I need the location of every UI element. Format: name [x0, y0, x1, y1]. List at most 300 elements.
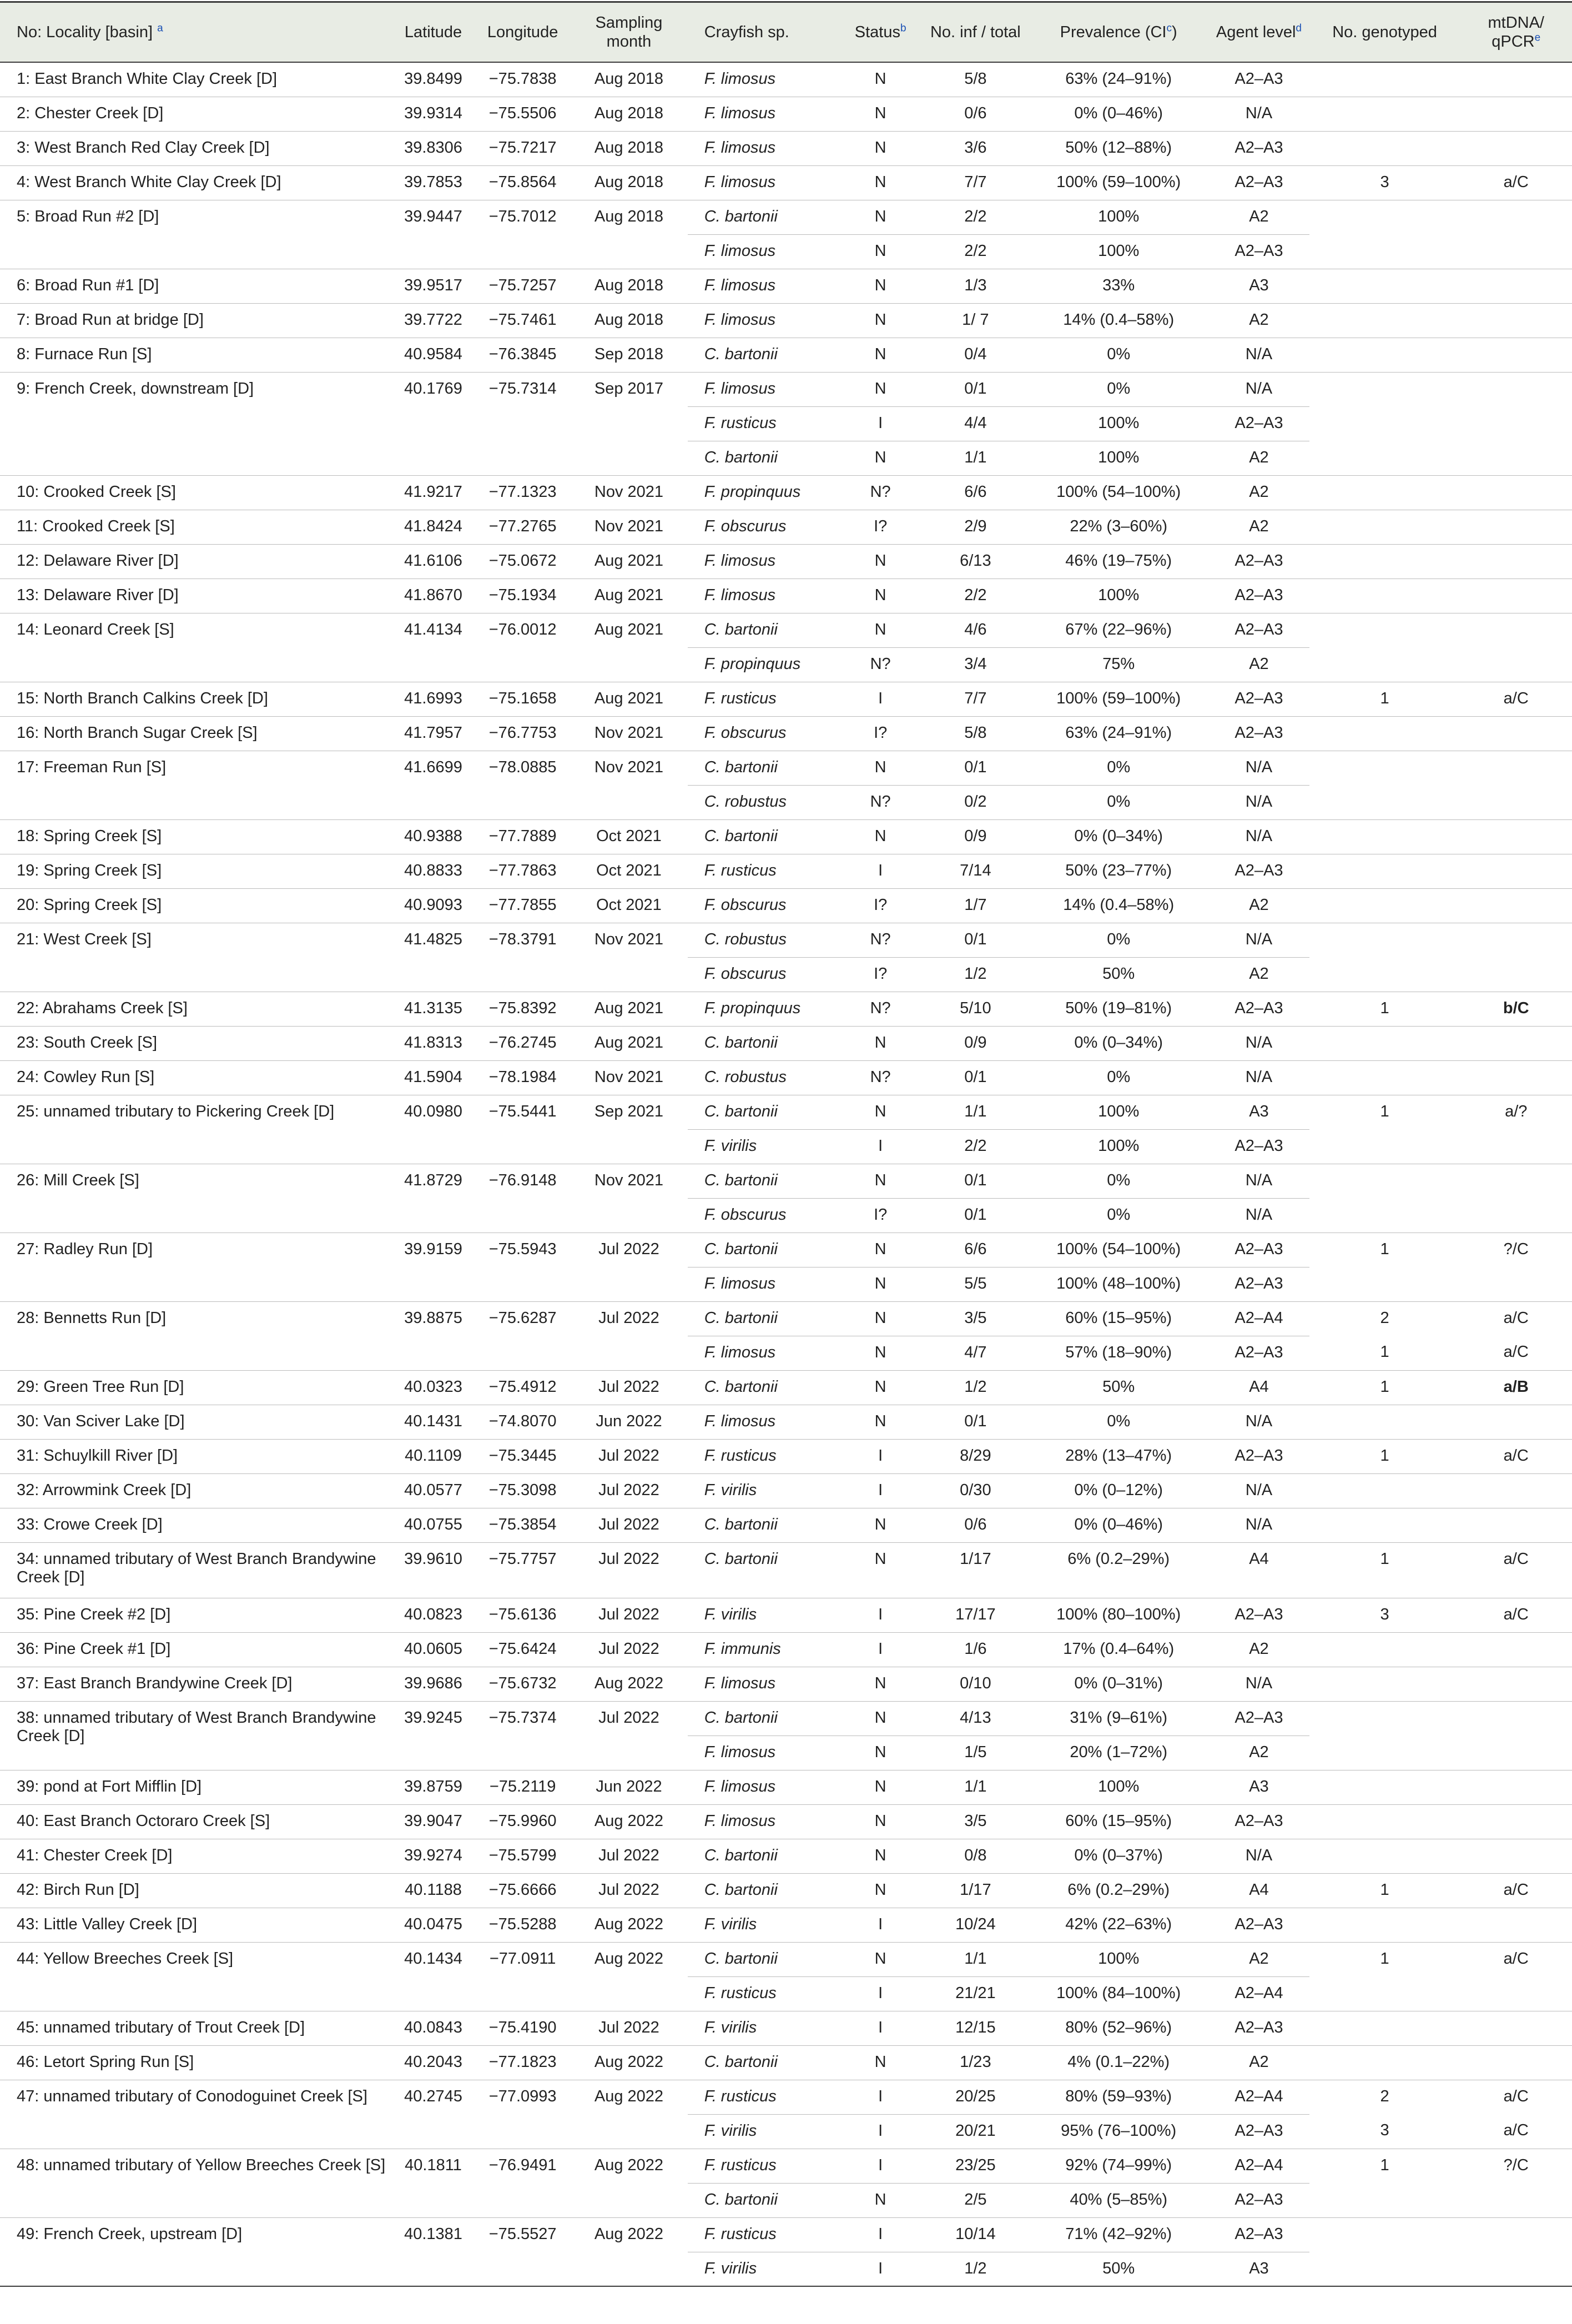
month-cell: Nov 2021 [570, 716, 687, 751]
prevalence-cell: 100% [1029, 1942, 1208, 1976]
infected-total-cell: 23/25 [923, 2149, 1029, 2183]
prevalence-cell: 60% (15–95%) [1029, 1804, 1208, 1839]
genotyped-cell [1309, 2045, 1460, 2080]
species-cell: C. bartonii [688, 1839, 839, 1873]
genotyped-cell: 1 [1309, 2149, 1460, 2183]
status-cell: I [839, 854, 923, 888]
species-cell: F. limosus [688, 579, 839, 613]
locality-cell: 5: Broad Run #2 [D] [0, 200, 391, 269]
agent-level-cell: N/A [1208, 785, 1309, 819]
agent-level-cell: A2–A3 [1208, 1908, 1309, 1942]
infected-total-cell: 0/1 [923, 372, 1029, 406]
agent-level-cell: A2–A3 [1208, 682, 1309, 716]
locality-cell: 3: West Branch Red Clay Creek [D] [0, 131, 391, 165]
mtdna-qpcr-cell: a/C [1460, 1942, 1572, 1976]
mtdna-qpcr-cell [1460, 2183, 1572, 2217]
species-cell: C. bartonii [688, 2045, 839, 2080]
longitude-cell: −75.2119 [475, 1770, 570, 1804]
genotyped-cell [1309, 2252, 1460, 2286]
genotyped-cell [1309, 647, 1460, 682]
infected-total-cell: 10/24 [923, 1908, 1029, 1942]
species-cell: F. limosus [688, 1667, 839, 1701]
locality-cell: 6: Broad Run #1 [D] [0, 269, 391, 303]
infected-total-cell: 7/7 [923, 165, 1029, 200]
table-row [0, 716, 1572, 751]
status-cell: I [839, 2011, 923, 2045]
latitude-cell: 40.2745 [391, 2080, 475, 2149]
table-row [0, 1770, 1572, 1804]
genotyped-cell [1309, 1667, 1460, 1701]
status-cell: N [839, 269, 923, 303]
status-cell: N [839, 1873, 923, 1908]
longitude-cell: −75.5943 [475, 1233, 570, 1301]
longitude-cell: −76.2745 [475, 1026, 570, 1060]
table-row [0, 1542, 1572, 1598]
agent-level-cell: A2–A3 [1208, 406, 1309, 441]
infected-total-cell: 4/7 [923, 1336, 1029, 1370]
prevalence-cell: 100% [1029, 200, 1208, 234]
agent-level-cell: A2–A4 [1208, 1301, 1309, 1336]
infected-total-cell: 1/7 [923, 888, 1029, 923]
table-row [0, 303, 1572, 338]
header-species: Crayfish sp. [688, 2, 839, 63]
locality-cell: 1: East Branch White Clay Creek [D] [17, 70, 277, 88]
species-cell: C. bartonii [688, 1508, 839, 1542]
month-cell: Aug 2022 [570, 2045, 687, 2080]
prevalence-cell: 60% (15–95%) [1029, 1301, 1208, 1336]
locality-cell: 32: Arrowmink Creek [D] [0, 1473, 391, 1508]
infected-total-cell: 0/6 [923, 97, 1029, 131]
species-cell: F. limosus [688, 544, 839, 579]
table-row [0, 579, 1572, 613]
mtdna-qpcr-cell [1460, 1736, 1572, 1770]
mtdna-qpcr-cell [1460, 923, 1572, 957]
table-row [0, 2217, 1572, 2252]
mtdna-qpcr-cell [1460, 2217, 1572, 2252]
infected-total-cell: 21/21 [923, 1976, 1029, 2011]
table-body [0, 62, 1572, 2286]
status-cell: N [839, 131, 923, 165]
locality-cell: 48: unnamed tributary of Yellow Breeches Creek [S] [0, 2149, 391, 2217]
species-cell: F. limosus [688, 269, 839, 303]
species-cell: F. propinquus [688, 475, 839, 510]
status-cell: I [839, 2149, 923, 2183]
agent-level-cell: N/A [1208, 819, 1309, 854]
species-cell: F. limosus [688, 234, 839, 269]
species-cell: C. robustus [688, 785, 839, 819]
table-header [0, 2, 1572, 63]
agent-level-cell: N/A [1208, 751, 1309, 785]
longitude-cell: −75.4912 [475, 1370, 570, 1405]
prevalence-cell: 100% [1029, 234, 1208, 269]
status-cell: N [839, 97, 923, 131]
locality-cell: 41: Chester Creek [D] [0, 1839, 391, 1873]
locality-cell: 42: Birch Run [D] [0, 1873, 391, 1908]
status-cell: I [839, 2252, 923, 2286]
longitude-cell: −78.1984 [475, 1060, 570, 1095]
prevalence-cell: 100% (54–100%) [1029, 1233, 1208, 1267]
month-cell: Nov 2021 [570, 1164, 687, 1233]
latitude-cell: 39.9274 [391, 1839, 475, 1873]
genotyped-cell: 3 [1309, 1598, 1460, 1632]
prevalence-cell: 75% [1029, 647, 1208, 682]
agent-level-cell: A4 [1208, 1370, 1309, 1405]
infected-total-cell: 20/21 [923, 2114, 1029, 2149]
genotyped-cell: 1 [1380, 1343, 1389, 1361]
status-cell: N [839, 613, 923, 647]
month-cell: Jul 2022 [570, 1542, 687, 1598]
infected-total-cell: 3/4 [923, 647, 1029, 682]
agent-level-cell: A2–A3 [1208, 1233, 1309, 1267]
species-cell: F. propinquus [688, 647, 839, 682]
month-cell: Sep 2018 [570, 338, 687, 372]
species-cell: C. robustus [688, 923, 839, 957]
month-cell: Jul 2022 [570, 1632, 687, 1667]
month-cell: Aug 2022 [570, 1804, 687, 1839]
agent-level-cell: A2–A3 [1208, 1267, 1309, 1301]
prevalence-cell: 63% (24–91%) [1029, 716, 1208, 751]
locality-cell: 31: Schuylkill River [D] [0, 1439, 391, 1473]
locality-cell: 11: Crooked Creek [S] [0, 510, 391, 544]
latitude-cell: 40.0323 [391, 1370, 475, 1405]
month-cell: Jun 2022 [570, 1770, 687, 1804]
mtdna-qpcr-cell [1460, 1129, 1572, 1164]
agent-level-cell: A2–A3 [1208, 1598, 1309, 1632]
latitude-cell: 40.1434 [391, 1942, 475, 2011]
mtdna-qpcr-cell [1460, 1770, 1572, 1804]
mtdna-qpcr-cell: ?/C [1460, 2149, 1572, 2183]
status-cell: N? [839, 923, 923, 957]
infected-total-cell: 4/6 [923, 613, 1029, 647]
infected-total-cell: 0/1 [923, 751, 1029, 785]
status-cell: N [874, 70, 886, 88]
locality-cell: 28: Bennetts Run [D] [0, 1301, 391, 1370]
genotyped-cell [1309, 1736, 1460, 1770]
species-cell: C. bartonii [688, 1542, 839, 1598]
species-cell: F. rusticus [688, 854, 839, 888]
locality-cell: 13: Delaware River [D] [0, 579, 391, 613]
infected-total-cell: 0/30 [923, 1473, 1029, 1508]
locality-cell: 37: East Branch Brandywine Creek [D] [0, 1667, 391, 1701]
infected-total-cell: 17/17 [923, 1598, 1029, 1632]
locality-cell: 10: Crooked Creek [S] [0, 475, 391, 510]
mtdna-qpcr-cell [1460, 716, 1572, 751]
month-cell: Nov 2021 [570, 510, 687, 544]
agent-level-cell: A2–A3 [1208, 1804, 1309, 1839]
header-agent: Agent level$^d$ [1208, 2, 1309, 63]
prevalence-cell: 17% (0.4–64%) [1029, 1632, 1208, 1667]
species-cell: F. rusticus [688, 1439, 839, 1473]
species-cell: F. obscurus [688, 888, 839, 923]
longitude-cell: −75.3854 [475, 1508, 570, 1542]
mtdna-qpcr-cell [1460, 2011, 1572, 2045]
month-cell: Aug 2021 [570, 682, 687, 716]
month-cell: Jul 2022 [570, 1370, 687, 1405]
latitude-cell: 39.9245 [391, 1701, 475, 1770]
status-cell: I [839, 682, 923, 716]
month-cell: Jul 2022 [570, 1598, 687, 1632]
longitude-cell: −75.7374 [475, 1701, 570, 1770]
prevalence-cell: 0% [1029, 1405, 1208, 1439]
species-cell: C. bartonii [688, 200, 839, 234]
table-row [0, 682, 1572, 716]
latitude-cell: 41.8670 [391, 579, 475, 613]
genotyped-cell [1309, 1129, 1460, 1164]
infected-total-cell: 0/1 [923, 1198, 1029, 1233]
infected-total-cell: 1/2 [923, 957, 1029, 992]
table-row [0, 269, 1572, 303]
genotyped-cell [1309, 1198, 1460, 1233]
status-cell: N [839, 1667, 923, 1701]
genotyped-cell: 1 [1309, 1370, 1460, 1405]
table-row [0, 1839, 1572, 1873]
status-cell: N [839, 1770, 923, 1804]
month-cell: Aug 2022 [570, 1942, 687, 2011]
infected-total-cell: 1/17 [923, 1873, 1029, 1908]
locality-cell: 19: Spring Creek [S] [0, 854, 391, 888]
prevalence-cell: 31% (9–61%) [1029, 1701, 1208, 1736]
month-cell: Jul 2022 [570, 1473, 687, 1508]
month-cell: Aug 2018 [570, 303, 687, 338]
mtdna-qpcr-cell [1460, 406, 1572, 441]
latitude-cell: 39.9517 [391, 269, 475, 303]
table-row [0, 1804, 1572, 1839]
longitude-cell: −77.7863 [475, 854, 570, 888]
mtdna-qpcr-cell [1460, 613, 1572, 647]
latitude-cell: 41.9217 [391, 475, 475, 510]
agent-level-cell: N/A [1208, 1060, 1309, 1095]
infected-total-cell: 1/6 [923, 1632, 1029, 1667]
table-row [0, 1473, 1572, 1508]
longitude-cell: −75.0672 [475, 544, 570, 579]
locality-cell: 15: North Branch Calkins Creek [D] [0, 682, 391, 716]
mtdna-qpcr-cell [1460, 819, 1572, 854]
prevalence-cell: 100% [1029, 1770, 1208, 1804]
month-cell: Nov 2021 [570, 923, 687, 992]
mtdna-qpcr-cell [1460, 1667, 1572, 1701]
infected-total-cell: 0/6 [923, 1508, 1029, 1542]
mtdna-qpcr-cell [1460, 647, 1572, 682]
latitude-cell: 40.1109 [391, 1439, 475, 1473]
longitude-cell: −75.8392 [475, 992, 570, 1026]
longitude-cell: −75.4190 [475, 2011, 570, 2045]
agent-level-cell: A2 [1208, 1632, 1309, 1667]
status-cell: N [839, 1267, 923, 1301]
footnote-c: c [1166, 22, 1172, 34]
table-row [0, 1508, 1572, 1542]
status-cell: N [839, 1370, 923, 1405]
species-cell: F. virilis [688, 1473, 839, 1508]
genotyped-cell [1309, 97, 1460, 131]
infected-total-cell: 4/13 [923, 1701, 1029, 1736]
genotyped-cell [1309, 234, 1460, 269]
status-cell: N [839, 234, 923, 269]
infected-total-cell: 1/2 [923, 2252, 1029, 2286]
latitude-cell: 40.9093 [391, 888, 475, 923]
prevalence-cell: 100% [1029, 406, 1208, 441]
longitude-cell: −75.6136 [475, 1598, 570, 1632]
latitude-cell: 39.9047 [391, 1804, 475, 1839]
mtdna-qpcr-cell [1460, 441, 1572, 475]
status-cell: N [839, 2045, 923, 2080]
latitude-cell: 41.8313 [391, 1026, 475, 1060]
mtdna-qpcr-cell: a/C [1460, 682, 1572, 716]
locality-cell: 34: unnamed tributary of West Branch Brandywine Creek [D] [0, 1542, 391, 1598]
month-cell: Aug 2018 [570, 200, 687, 269]
prevalence-cell: 28% (13–47%) [1029, 1439, 1208, 1473]
prevalence-cell: 0% [1029, 338, 1208, 372]
longitude-cell: −75.8564 [475, 165, 570, 200]
locality-cell: 38: unnamed tributary of West Branch Brandywine Creek [D] [0, 1701, 391, 1770]
species-cell: F. rusticus [688, 2149, 839, 2183]
table-row [0, 992, 1572, 1026]
longitude-cell: −75.5288 [475, 1908, 570, 1942]
mtdna-qpcr-cell: a/C [1503, 1343, 1529, 1361]
longitude-cell: −75.7461 [475, 303, 570, 338]
species-cell: C. bartonii [688, 1095, 839, 1129]
month-cell: Aug 2022 [570, 2217, 687, 2286]
genotyped-cell: 1 [1309, 1542, 1460, 1598]
species-cell: F. virilis [688, 2114, 839, 2149]
month-cell: Jul 2022 [570, 1701, 687, 1770]
prevalence-cell: 71% (42–92%) [1029, 2217, 1208, 2252]
status-cell: N [839, 819, 923, 854]
month-cell: Sep 2017 [570, 372, 687, 475]
status-cell: N? [839, 785, 923, 819]
species-cell: F. rusticus [688, 2080, 839, 2114]
prevalence-cell: 100% (59–100%) [1029, 682, 1208, 716]
prevalence-cell: 100% [1029, 1095, 1208, 1129]
mtdna-qpcr-cell [1460, 785, 1572, 819]
infected-total-cell: 0/1 [923, 1060, 1029, 1095]
latitude-cell: 39.7722 [391, 303, 475, 338]
prevalence-cell: 80% (52–96%) [1029, 2011, 1208, 2045]
mtdna-qpcr-cell [1460, 1632, 1572, 1667]
genotyped-cell [1309, 1701, 1460, 1736]
status-cell: N [839, 2183, 923, 2217]
table-row [0, 131, 1572, 165]
mtdna-qpcr-cell [1460, 1405, 1572, 1439]
genotyped-cell [1309, 1804, 1460, 1839]
genotyped-cell [1309, 1026, 1460, 1060]
longitude-cell: −75.7838 [488, 70, 557, 88]
table-row [0, 2149, 1572, 2183]
agent-level-cell: N/A [1208, 338, 1309, 372]
month-cell: Nov 2021 [570, 751, 687, 819]
infected-total-cell: 0/1 [923, 1405, 1029, 1439]
longitude-cell: −75.9960 [475, 1804, 570, 1839]
mtdna-qpcr-cell: a/C [1460, 165, 1572, 200]
prevalence-cell: 80% (59–93%) [1029, 2080, 1208, 2114]
status-cell: I? [839, 957, 923, 992]
prevalence-cell: 0% [1029, 751, 1208, 785]
locality-cell: 21: West Creek [S] [0, 923, 391, 992]
locality-cell: 47: unnamed tributary of Conodoguinet Creek [S] [0, 2080, 391, 2149]
agent-level-cell: A2–A3 [1208, 579, 1309, 613]
infected-total-cell: 2/2 [923, 234, 1029, 269]
table-row [0, 200, 1572, 234]
latitude-cell: 41.6106 [391, 544, 475, 579]
prevalence-cell: 57% (18–90%) [1029, 1336, 1208, 1370]
genotyped-cell [1309, 544, 1460, 579]
mtdna-qpcr-cell [1460, 544, 1572, 579]
prevalence-cell: 100% [1029, 441, 1208, 475]
mtdna-qpcr-cell [1460, 338, 1572, 372]
species-cell: C. bartonii [688, 338, 839, 372]
mtdna-qpcr-cell [1460, 1839, 1572, 1873]
status-cell: I [839, 2217, 923, 2252]
latitude-cell: 39.8306 [391, 131, 475, 165]
genotyped-cell [1309, 2217, 1460, 2252]
longitude-cell: −75.6287 [475, 1301, 570, 1370]
mtdna-qpcr-cell [1460, 97, 1572, 131]
species-cell: C. bartonii [688, 2183, 839, 2217]
agent-level-cell: N/A [1208, 1508, 1309, 1542]
longitude-cell: −76.7753 [475, 716, 570, 751]
header-genotyped: No. genotyped [1309, 2, 1460, 63]
table-row [0, 1942, 1572, 1976]
prevalence-cell: 0% [1029, 1164, 1208, 1198]
species-cell: C. bartonii [688, 751, 839, 785]
genotyped-cell [1309, 854, 1460, 888]
status-cell: I? [839, 1198, 923, 1233]
mtdna-qpcr-cell [1460, 1804, 1572, 1839]
locality-cell: 26: Mill Creek [S] [0, 1164, 391, 1233]
mtdna-qpcr-cell: a/C [1460, 2080, 1572, 2114]
footnote-b: b [900, 22, 906, 34]
infected-total-cell: 1/2 [923, 1370, 1029, 1405]
agent-level-cell: A2–A4 [1208, 1976, 1309, 2011]
infected-total-cell: 20/25 [923, 2080, 1029, 2114]
genotyped-cell [1309, 613, 1460, 647]
prevalence-cell: 50% (12–88%) [1029, 131, 1208, 165]
status-cell: I [839, 406, 923, 441]
genotyped-cell [1309, 2011, 1460, 2045]
agent-level-cell: N/A [1208, 1198, 1309, 1233]
infected-total-cell: 1/1 [923, 441, 1029, 475]
species-cell: C. bartonii [688, 1026, 839, 1060]
table-row [0, 1233, 1572, 1267]
longitude-cell: −77.7855 [475, 888, 570, 923]
latitude-cell: 40.8833 [391, 854, 475, 888]
agent-level-cell: A3 [1208, 1770, 1309, 1804]
status-cell: N? [839, 992, 923, 1026]
prevalence-cell: 0% (0–12%) [1029, 1473, 1208, 1508]
status-cell: N [839, 303, 923, 338]
header-status: Status$^b$ [839, 2, 923, 63]
species-cell: F. limosus [688, 1804, 839, 1839]
mtdna-qpcr-cell: a/C [1460, 1598, 1572, 1632]
locality-cell: 24: Cowley Run [S] [0, 1060, 391, 1095]
table-row [0, 1301, 1572, 1336]
prevalence-cell: 14% (0.4–58%) [1029, 888, 1208, 923]
month-cell: Aug 2022 [570, 1667, 687, 1701]
agent-level-cell: A2–A3 [1208, 1701, 1309, 1736]
status-cell: N [839, 544, 923, 579]
species-cell: F. limosus [688, 303, 839, 338]
agent-level-cell: A2–A3 [1208, 854, 1309, 888]
agent-level-cell: A2–A3 [1208, 131, 1309, 165]
agent-level-cell: A2–A3 [1208, 992, 1309, 1026]
prevalence-cell: 0% (0–46%) [1029, 97, 1208, 131]
month-cell: Aug 2018 [570, 131, 687, 165]
status-cell: N [839, 1542, 923, 1598]
status-cell: I? [839, 716, 923, 751]
genotyped-cell: 2 [1309, 2080, 1460, 2114]
infected-total-cell: 3/6 [923, 131, 1029, 165]
prevalence-cell: 100% (54–100%) [1029, 475, 1208, 510]
locality-cell: 16: North Branch Sugar Creek [S] [0, 716, 391, 751]
